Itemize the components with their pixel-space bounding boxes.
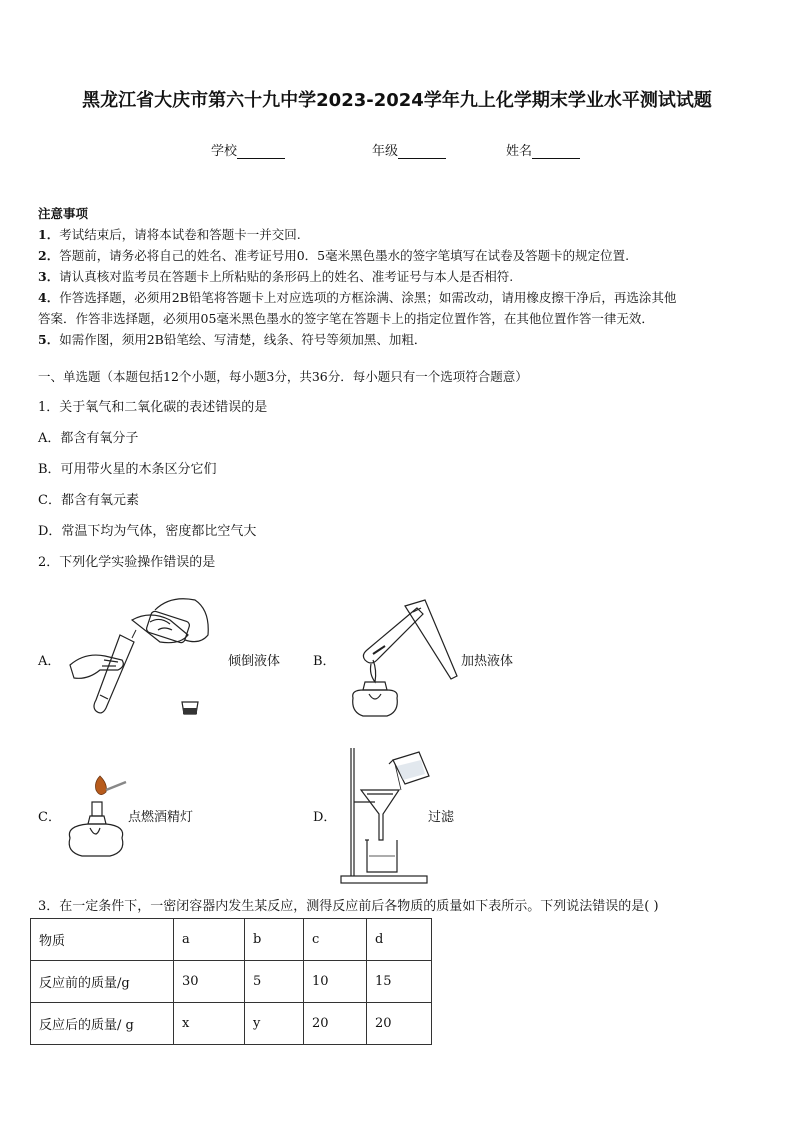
school-blank [237,146,285,159]
q2-option-a-caption: 倾倒液体 [228,654,281,669]
name-blank [532,146,580,159]
table-cell: 30 [174,961,245,1003]
note-item: 5．如需作图，须用2B铅笔绘、写清楚，线条、符号等须加黑、加粗． [38,332,427,347]
exam-title: 黑龙江省大庆市第六十九中学2023-2024学年九上化学期末学业水平测试试题 [82,90,712,111]
question-3-stem: 3．在一定条件下，一密闭容器内发生某反应，测得反应前后各物质的质量如下表所示。下列说法错误的是( ) [38,899,659,914]
notes-heading: 注意事项 [38,206,89,221]
q2-option-b-label: B． [313,654,336,669]
table-cell: a [174,919,245,961]
table-cell: d [367,919,432,961]
grade-blank [398,146,446,159]
note-item: 1．考试结束后，请将本试卷和答题卡一并交回. [38,227,301,242]
q2-option-c-label: C． [38,810,61,825]
q1-option-c: C．都含有氧元素 [38,493,139,508]
table-cell: c [304,919,367,961]
note-item: 2．答题前，请务必将自己的姓名、准考证号用0．5毫米黑色墨水的签字笔填写在试卷及答题卡的规定位置. [38,248,630,263]
note-item: 4．作答选择题，必须用2B铅笔将答题卡上对应选项的方框涂满、涂黑；如需改动，请用橡皮擦干净后，再选涂其他 [38,290,677,305]
q2-option-a-label: A． [38,654,61,669]
note-item: 3．请认真核对监考员在答题卡上所粘贴的条形码上的姓名、准考证号与本人是否相符. [38,269,514,284]
table-cell: 15 [367,961,432,1003]
mass-table [30,918,432,1045]
table-cell: b [245,919,304,961]
table-cell: 5 [245,961,304,1003]
name-field: 姓名 [506,140,580,159]
table-row [31,1003,432,1045]
table-row [31,919,432,961]
table-cell: 20 [304,1003,367,1045]
q2-option-d-caption: 过滤 [428,810,455,825]
heating-liquid-illustration [335,598,460,723]
note-item: 答案．作答非选择题，必须用05毫米黑色墨水的签字笔在答题卡上的指定位置作答，在其他位置作答一律无效． [38,311,654,326]
filtration-illustration [335,744,435,886]
q1-option-d: D．常温下均为气体，密度都比空气大 [38,524,257,539]
q1-option-b: B．可用带火星的木条区分它们 [38,462,217,477]
question-1-stem: 1．关于氧气和二氧化碳的表述错误的是 [38,400,268,415]
question-2-stem: 2．下列化学实验操作错误的是 [38,555,216,570]
table-cell: 物质 [31,919,174,961]
table-cell: 反应后的质量/ g [31,1003,174,1045]
table-cell: y [245,1003,304,1045]
q2-option-d-label: D． [313,810,337,825]
table-cell: 反应前的质量/g [31,961,174,1003]
section-heading: 一、单选题（本题包括12个小题，每小题3分，共36分．每小题只有一个选项符合题意） [38,369,528,384]
q2-option-c-caption: 点燃酒精灯 [128,810,194,825]
table-cell: 20 [367,1003,432,1045]
table-cell: x [174,1003,245,1045]
q2-option-b-caption: 加热液体 [461,654,514,669]
notes-section [38,203,676,350]
school-field: 学校 [211,140,285,159]
q1-option-a: A．都含有氧分子 [38,431,139,446]
lighting-alcohol-lamp-illustration [60,770,130,860]
pouring-liquid-illustration [60,590,220,720]
table-cell: 10 [304,961,367,1003]
grade-field: 年级 [372,140,446,159]
table-row [31,961,432,1003]
